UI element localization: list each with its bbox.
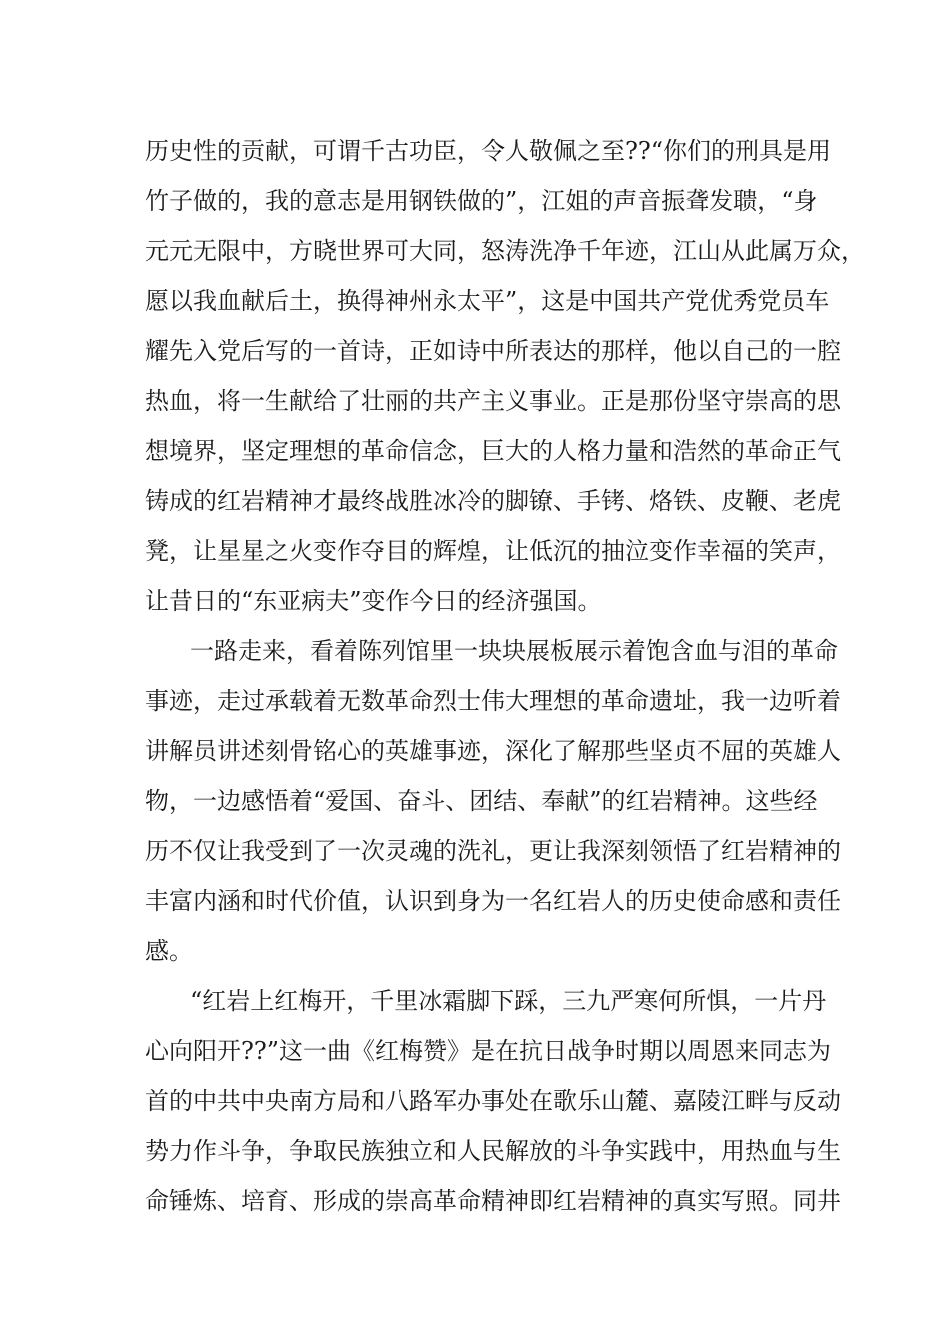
text-line: 心向阳开??”这一曲《红梅赞》是在抗日战争时期以周恩来同志为 (145, 1037, 832, 1065)
text-line: 讲解员讲述刻骨铭心的英雄事迹，深化了解那些坚贞不屈的英雄人 (145, 737, 841, 765)
text-line: 耀先入党后写的一首诗，正如诗中所表达的那样，他以自己的一腔 (145, 337, 841, 365)
text-line: 凳，让星星之火变作夺目的辉煌，让低沉的抽泣变作幸福的笑声， (145, 537, 841, 565)
text-line: 物，一边感悟着“爱国、奋斗、团结、奉献”的红岩精神。这些经 (145, 787, 818, 815)
text-line: 势力作斗争，争取民族独立和人民解放的斗争实践中，用热血与生 (145, 1137, 841, 1165)
text-line: 历史性的贡献，可谓千古功臣，令人敬佩之至??“你们的刑具是用 (145, 137, 832, 165)
text-line: 事迹，走过承载着无数革命烈士伟大理想的革命遗址，我一边听着 (145, 687, 841, 715)
text-line: 首的中共中央南方局和八路军办事处在歌乐山麓、嘉陵江畔与反动 (145, 1087, 841, 1115)
text-line: 元元无限中，方晓世界可大同，怒涛洗净千年迹，江山从此属万众， (145, 237, 865, 265)
paragraph-first-line: “红岩上红梅开，千里冰霜脚下踩，三九严寒何所惧，一片丹 (190, 987, 827, 1015)
text-line: 丰富内涵和时代价值，认识到身为一名红岩人的历史使命感和责任 (145, 887, 841, 915)
text-line: 愿以我血献后土，换得神州永太平”，这是中国共产党优秀党员车 (145, 287, 830, 315)
text-line: 感。 (145, 937, 193, 965)
text-line: 热血，将一生献给了壮丽的共产主义事业。正是那份坚守崇高的思 (145, 387, 841, 415)
paragraph-first-line: 一路走来，看着陈列馆里一块块展板展示着饱含血与泪的革命 (190, 637, 838, 665)
text-line: 让昔日的“东亚病夫”变作今日的经济强国。 (145, 587, 602, 615)
text-line: 命锤炼、培育、形成的崇高革命精神即红岩精神的真实写照。同井 (145, 1187, 841, 1215)
text-line: 历不仅让我受到了一次灵魂的洗礼，更让我深刻领悟了红岩精神的 (145, 837, 841, 865)
text-line: 竹子做的，我的意志是用钢铁做的”，江姐的声音振聋发聩，“身 (145, 187, 818, 215)
text-line: 铸成的红岩精神才最终战胜冰冷的脚镣、手铐、烙铁、皮鞭、老虎 (145, 487, 841, 515)
text-line: 想境界，坚定理想的革命信念，巨大的人格力量和浩然的革命正气 (145, 437, 841, 465)
